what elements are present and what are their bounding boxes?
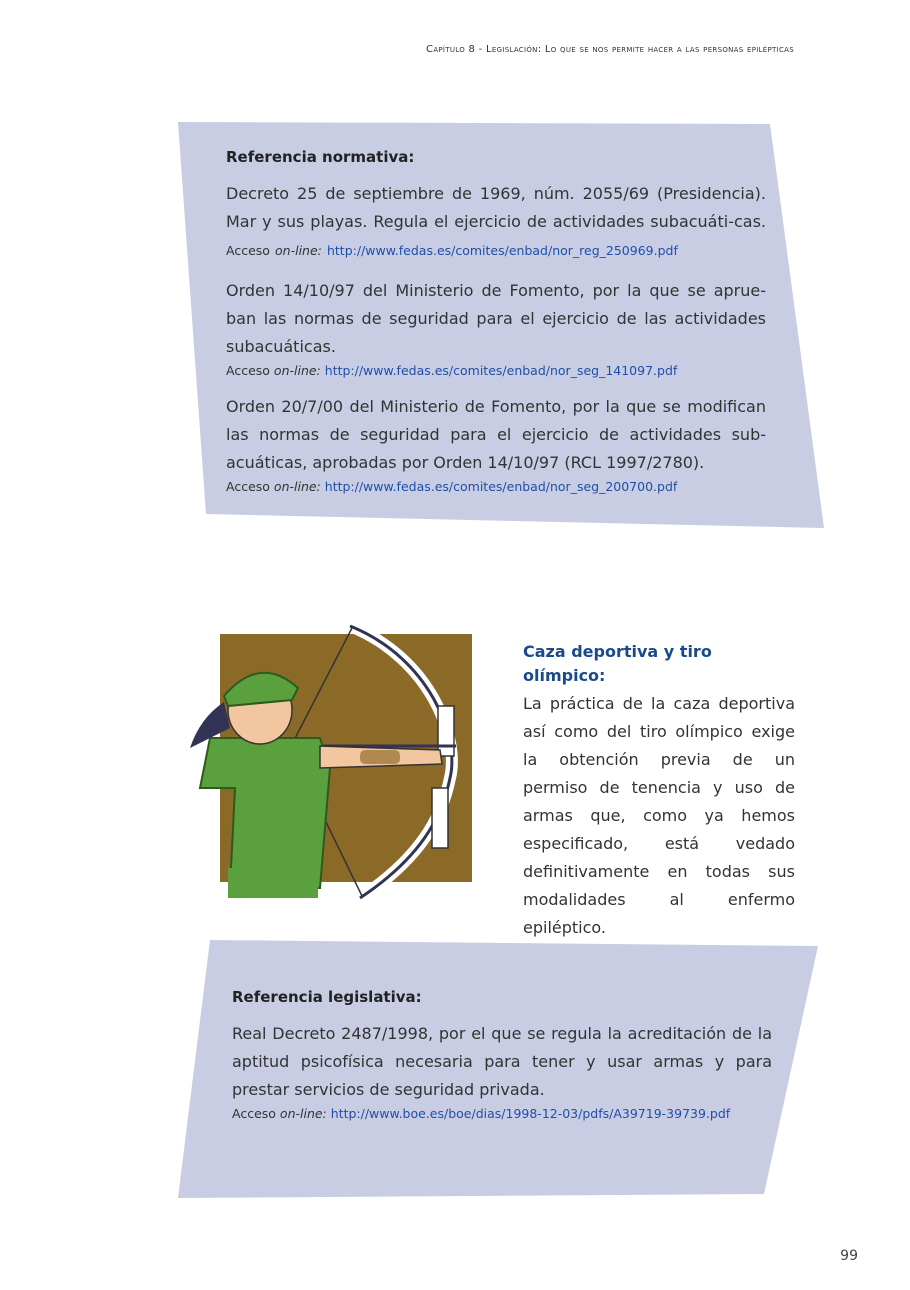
box-title: Referencia normativa: bbox=[226, 148, 415, 166]
box-content bbox=[232, 988, 772, 1136]
reference-link[interactable]: http://www.fedas.es/comites/enbad/nor_seg_141097.pdf bbox=[324, 363, 678, 378]
box-title: Referencia legislativa: bbox=[232, 988, 422, 1006]
reference-box-normativa bbox=[178, 122, 824, 528]
access-label: Acceso bbox=[226, 243, 270, 258]
access-label: Acceso bbox=[226, 479, 270, 494]
sport-text: La práctica de la caza deportiva así como del tiro olímpico exige la obtención previa de un permiso de tenencia y uso de armas que, como ya hemos especificado, está vedado definitivamente en todas sus modalidades al enfermo epiléptico. bbox=[523, 694, 795, 937]
access-online: on-line: bbox=[275, 243, 322, 258]
access-label: Acceso bbox=[226, 363, 270, 378]
access-line bbox=[226, 477, 766, 497]
access-label: Acceso bbox=[232, 1106, 276, 1121]
reference-text: Orden 20/7/00 del Ministerio de Fomento, por la que se modifican las normas de seguridad para el ejercicio de actividades sub-acuáticas, aprobadas por Orden 14/10/97 (RCL 1997/2780). bbox=[226, 397, 766, 472]
sport-section bbox=[523, 640, 795, 942]
archer-drawing bbox=[180, 618, 510, 900]
reference-text: Decreto 25 de septiembre de 1969, núm. 2055/69 (Presidencia). Mar y sus playas. Regula el ejercicio de actividades subacuáti-cas. bbox=[226, 184, 766, 231]
access-online: on-line: bbox=[279, 1106, 327, 1121]
reference-link[interactable]: http://www.boe.es/boe/dias/1998-12-03/pdfs/A39719-39739.pdf bbox=[330, 1106, 731, 1121]
archer-illustration bbox=[180, 618, 510, 900]
sport-title: Caza deportiva y tiro olímpico: bbox=[523, 642, 712, 685]
reference-box-legislativa bbox=[178, 940, 818, 1198]
access-online: on-line: bbox=[273, 479, 321, 494]
reference-text: Real Decreto 2487/1998, por el que se regula la acreditación de la aptitud psicofísica necesaria para tener y usar armas y para prestar servicios de seguridad privada. bbox=[232, 1024, 772, 1099]
reference-item bbox=[226, 393, 766, 477]
access-line bbox=[232, 1104, 772, 1124]
reference-item bbox=[226, 180, 766, 265]
reference-link[interactable]: http://www.fedas.es/comites/enbad/nor_seg_200700.pdf bbox=[324, 479, 678, 494]
running-header: Capítulo 8 - Legislación: Lo que se nos permite hacer a las personas epilépticas bbox=[426, 44, 794, 55]
access-line bbox=[226, 361, 766, 381]
access-online: on-line: bbox=[273, 363, 321, 378]
page-number: 99 bbox=[840, 1248, 858, 1264]
box-content bbox=[226, 148, 766, 509]
reference-item bbox=[226, 277, 766, 361]
reference-link[interactable]: http://www.fedas.es/comites/enbad/nor_reg_250969.pdf bbox=[326, 243, 678, 258]
reference-text: Orden 14/10/97 del Ministerio de Fomento, por la que se aprue-ban las normas de seguridad para el ejercicio de las actividades subacuáticas. bbox=[226, 281, 766, 356]
